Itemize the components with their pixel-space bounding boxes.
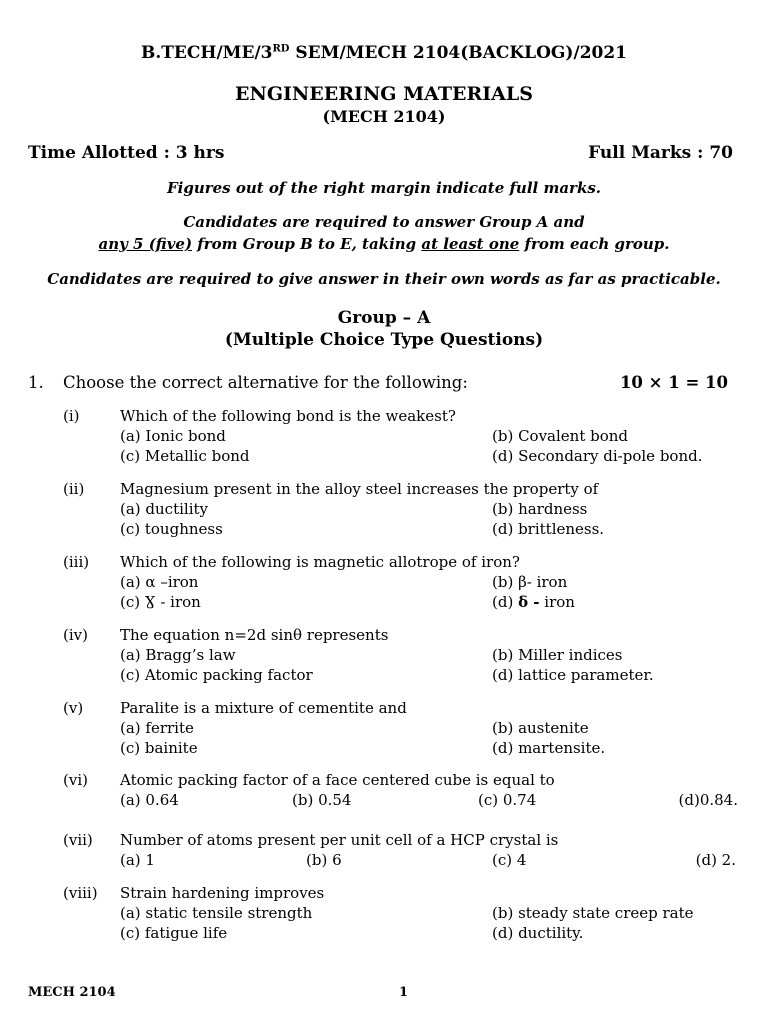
option-b: (b) β- iron [492,573,568,591]
option-b: (b) steady state creep rate [492,904,694,922]
option-b: (b) 0.54 [292,791,352,809]
footer-code: MECH 2104 [28,985,116,1000]
option-a: (a) α –iron [120,573,199,591]
item-number: (ii) [63,480,85,498]
item-text: Which of the following bond is the weakest? [120,407,456,425]
item-text: Strain hardening improves [120,884,325,902]
option-a: (a) ferrite [120,719,194,737]
option-b: (b) hardness [492,500,588,518]
item-text: The equation n=2d sinθ represents [120,626,389,644]
option-c: (c) 4 [492,851,527,869]
full-marks: Full Marks : 70 [588,143,733,163]
option-b: (b) Covalent bond [492,427,629,445]
paper-code-prefix: B.TECH/ME/3 [140,43,273,63]
option-c: (c) fatigue life [120,924,228,942]
question-number: 1. [28,373,44,392]
option-d: (d) Secondary di-pole bond. [492,447,703,465]
item-number: (vi) [63,771,88,789]
option-d-text: iron [539,593,575,611]
item-number: (i) [63,407,80,425]
time-allotted: Time Allotted : 3 hrs [28,143,225,163]
option-a: (a) static tensile strength [120,904,313,922]
item-number: (vii) [63,831,93,849]
option-c: (c) 0.74 [478,791,537,809]
item-text: Magnesium present in the alloy steel increases the property of [120,480,599,498]
option-d: (d) 2. [695,851,736,869]
option-b: (b) austenite [492,719,589,737]
item-number: (v) [63,699,84,717]
instruction-own-words: Candidates are required to give answer in their own words as far as practicable. [47,270,721,288]
item-text: Number of atoms present per unit cell of a HCP crystal is [120,831,559,849]
paper-code-superscript: RD [272,43,290,55]
item-number: (iv) [63,626,88,644]
instruction-at-least-one: at least one [421,235,520,253]
option-d [492,593,575,611]
option-d: (d) ductility. [492,924,584,942]
group-name: Group – A [337,308,431,328]
option-c: (c) toughness [120,520,223,538]
option-c: (c) Metallic bond [120,447,250,465]
option-d: (d) lattice parameter. [492,666,654,684]
question-marks: 10 × 1 = 10 [619,373,728,392]
item-number: (iii) [63,553,90,571]
option-d-symbol: δ - [518,593,540,611]
option-d: (d)0.84. [678,791,738,809]
question-text: Choose the correct alternative for the following: [63,373,468,392]
instruction-groups-end: from each group. [519,235,670,253]
instruction-marks: Figures out of the right margin indicate full marks. [166,179,602,197]
option-a: (a) Bragg’s law [120,646,236,664]
option-d: (d) brittleness. [492,520,605,538]
instruction-groups [0,235,768,253]
item-text: Paralite is a mixture of cementite and [120,699,407,717]
option-c: (c) Atomic packing factor [120,666,313,684]
paper-code-suffix: SEM/MECH 2104(BACKLOG)/2021 [289,43,628,63]
paper-title: ENGINEERING MATERIALS [234,83,534,105]
option-b: (b) Miller indices [492,646,623,664]
page-number: 1 [399,985,409,1000]
instruction-answer: Candidates are required to answer Group A and [183,213,585,231]
option-a: (a) 1 [120,851,155,869]
option-a: (a) 0.64 [120,791,179,809]
option-a: (a) ductility [120,500,209,518]
instruction-any-five: any 5 (five) [98,235,193,253]
item-text: Atomic packing factor of a face centered cube is equal to [120,771,555,789]
option-c: (c) Ɣ - iron [120,593,201,611]
group-type: (Multiple Choice Type Questions) [224,330,544,350]
paper-code-line [0,43,768,63]
option-b: (b) 6 [306,851,342,869]
option-d: (d) martensite. [492,739,606,757]
option-a: (a) Ionic bond [120,427,226,445]
option-d-label: (d) [492,593,519,611]
paper-subtitle: (MECH 2104) [322,107,446,126]
instruction-groups-text: from Group B to E, taking [192,235,422,253]
item-text: Which of the following is magnetic allotrope of iron? [120,553,520,571]
option-c: (c) bainite [120,739,198,757]
item-number: (viii) [63,884,98,902]
